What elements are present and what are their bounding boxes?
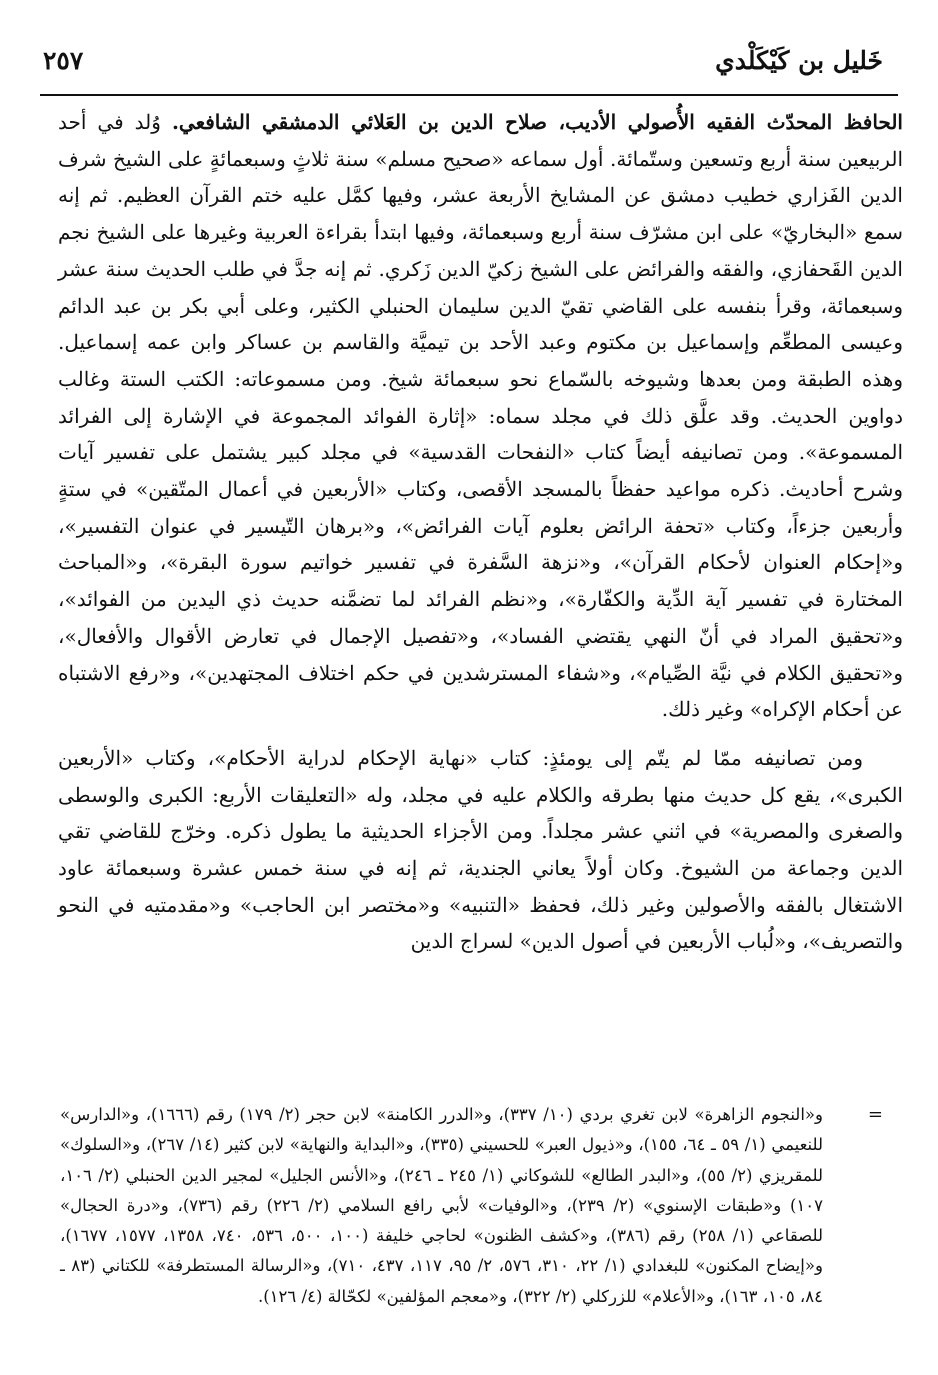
footnote-continuation-marker: =: [867, 1104, 883, 1125]
header-divider: [40, 94, 898, 96]
footnote: و«النجوم الزاهرة» لابن تغري بردي (١٠/ ٣٣٧)، و«الدرر الكامنة» لابن حجر (٢/ ١٧٩) رقم (١٦٦٦)، و«الدارس» للنعيمي (١/ ٥٩ ـ ٦٤، ١٥٥)، و«ذيول العبر» للحسيني (٣٣٥)، و«البداية والنهاية» لابن كثير (١٤/ ٢٦٧)، و«السلوك» للمقريزي (٢/ ٥٥)، و«البدر الطالع» للشوكاني (١/ ٢٤٥ ـ ٢٤٦)، و«الأنس الجليل» لمجير الدين الحنبلي (٢/ ١٠٦، ١٠٧) و«طبقات الإسنوي» (٢/ ٢٣٩)، و«الوفيات» لأبي رافع السلامي (٢/ ٢٢٦) رقم (٧٣٦)، و«درة الحجال» للصقاعي (١/ ٢٥٨) رقم (٣٨٦)، و«كشف الظنون» لحاجي خليفة (١٠٠، ٥٠٠، ٥٣٦، ٧٤٠، ١٣٥٨، ١٥٧٧، ١٦٧٧)، و«إيضاح المكنون» للبغدادي (١/ ٢٢، ٣١٠، ٥٧٦، ٢/ ٩٥، ١١٧، ٤٣٧، ٧١٠)، و«الرسالة المستطرفة» للكتاني (٨٣ ـ ٨٤، ١٠٥، ١٦٣)، و«الأعلام» للزركلي (٢/ ٣٢٢)، و«معجم المؤلفين» لكحّالة (٤/ ١٢٦).: [60, 1105, 824, 1306]
paragraph-1: [58, 104, 903, 728]
paragraph-1-text: وُلد في أحد الربيعين سنة أربع وتسعين وستّمائة. أول سماعه «صحيح مسلم» سنة ثلاثٍ وسبعمائةٍ على الشيخ شرف الدين الفَزاري خطيب دمشق عن المشايخ الأربعة عشر، وفيها كمَّل عليه ختم القرآن العظيم. ثم إنه سمع «البخاريّ» على ابن مشرّف سنة أربع وسبعمائة، وفيها ابتدأ بقراءة العربية وغيرها على الشيخ نجم الدين القَحفازي، والفقه والفرائض على الشيخ زكيّ الدين زَكري. ثم إنه جدَّ في طلب الحديث سنة عشر وسبعمائة، وقرأ بنفسه على القاضي تقيّ الدين سليمان الحنبلي الكثير، وعلى أبي بكر بن عبد الدائم وعيسى المطعِّم وإسماعيل بن مكتوم وعبد الأحد بن تيميَّة والقاسم بن عساكر وابن عمه إسماعيل. وهذه الطبقة ومن بعدها وشيوخه بالسّماع نحو سبعمائة شيخ. ومن مسموعاته: الكتب الستة وغالب دواوين الحديث. وقد علَّق ذلك في مجلد سماه: «إثارة الفوائد المجموعة في الإشارة إلى الفرائد المسموعة». ومن تصانيفه أيضاً كتاب «النفحات القدسية» في مجلد كبير يشتمل على تفسير آيات وشرح أحاديث. ذكره مواعيد حفظاً بالمسجد الأقصى، وكتاب «الأربعين في أعمال المتّقين» في ستةٍ وأربعين جزءاً، وكتاب «تحفة الرائض بعلوم آيات الفرائض»، و«برهان التّيسير في عنوان التفسير»، و«إحكام العنوان لأحكام القرآن»، و«نزهة السَّفرة في تفسير خواتيم سورة البقرة»، و«المباحث المختارة في تفسير آية الدِّية والكفّارة»، و«نظم الفرائد لما تضمَّنه حديث ذي اليدين من الفوائد»، و«تحقيق المراد في أنّ النهي يقتضي الفساد»، و«تفصيل الإجمال في تعارض الأقوال والأفعال»، و«تحقيق الكلام في نيَّة الصِّيام»، و«شفاء المسترشدين في حكم اختلاف المجتهدين»، و«رفع الاشتباه عن أحكام الإكراه» وغير ذلك.: [58, 110, 904, 722]
main-text: [58, 104, 903, 960]
biography-name: الحافظ المحدّث الفقيه الأُصولي الأديب، صلاح الدين بن العَلائي الدمشقي الشافعي.: [171, 110, 903, 134]
paragraph-2: ومن تصانيفه ممّا لم يتّم إلى يومئذٍ: كتاب «نهاية الإحكام لدراية الأحكام»، وكتاب «الأربعين الكبرى»، يقع كل حديث منها بطرقه والكلام عليه في مجلد، وله «التعليقات الأربع: الكبرى والوسطى والصغرى والمصرية» في اثني عشر مجلداً. ومن الأجزاء الحديثية ما يطول ذكره. وخرّج للقاضي تقي الدين وجماعة من الشيوخ. وكان أولاً يعاني الجندية، ثم إنه في سنة خمس عشرة وسبعمائة عاود الاشتغال بالفقه والأصولين وغير ذلك، فحفظ «التنبيه» و«مختصر ابن الحاجب» و«مقدمتيه في النحو والتصريف»، و«لُباب الأربعين في أصول الدين» لسراج الدين: [58, 745, 903, 954]
running-head: خَليل بن كَيْكَلْدي: [715, 46, 883, 75]
page-number: ٢٥٧: [43, 46, 84, 75]
page-header: [40, 38, 898, 88]
